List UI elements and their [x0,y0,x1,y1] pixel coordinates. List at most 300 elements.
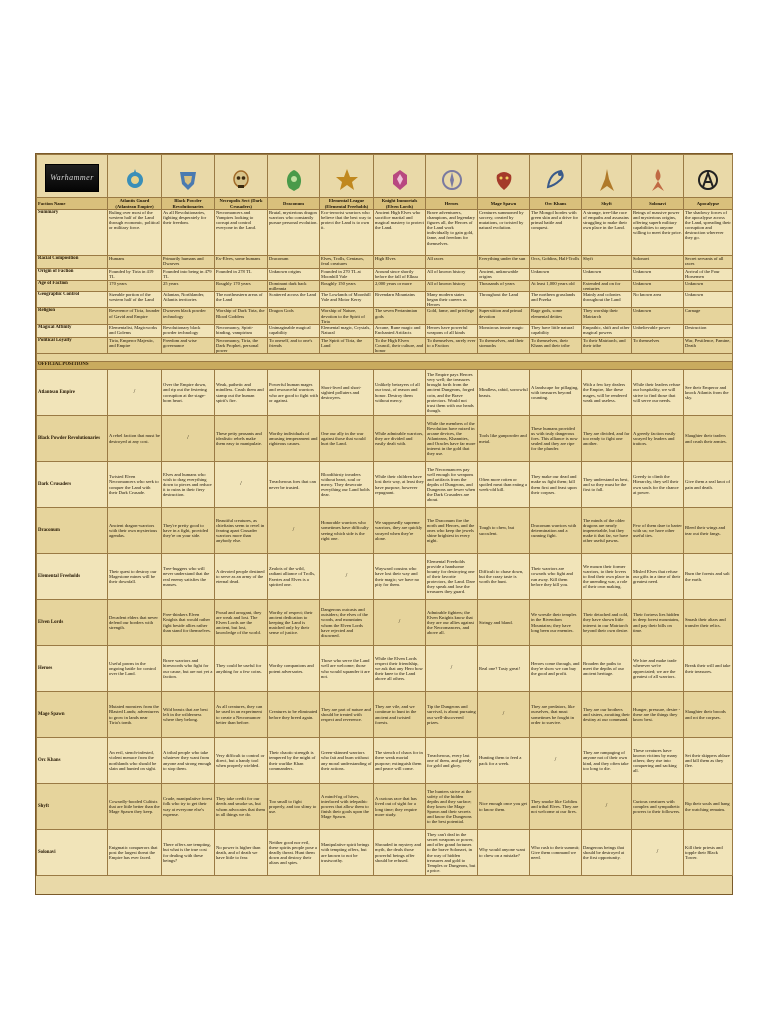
table-cell: The stench of chaos for in there weak mortal purpose; extinguish them and peace will come. [374,738,426,784]
table-cell: Worship of Dark Tiria, the Blood Goddess [215,308,268,324]
table-cell: Elves and humans who wish to drag everything down to pieces and reduce it to ruins in their fiery destruction. [162,462,215,508]
faction-comparison-chart [35,153,733,895]
row-orc-khans [37,738,733,784]
table-cell: Primarily humans and Dwarves [162,256,215,269]
table-cell: Necromancy, Spirit-binding, vampirism [215,324,268,337]
table-cell: Mutated monsters from the Blasted Lands; adventurers to grow in lands near Tiria's tomb. [108,692,162,738]
table-cell: Monstrous innate magic [478,324,530,337]
table-cell: Orcs, Goblins, Half-Trolls [530,256,582,269]
row-mage-spawn [37,692,733,738]
table-cell: At least 1,000 years old [530,281,582,292]
table-cell: Rivendarn Mountains [374,292,426,308]
table-cell: Founded in 270 TL at Moonhill Vale [320,269,374,281]
table-cell: Dangerous beings that should be destroyed at the first opportunity. [582,830,632,876]
table-cell: Revolutionary black powder technology [162,324,215,337]
table-cell: Give them a seal knot of pain and death. [684,462,733,508]
table-cell: Short-lived and short-sighted polluters and destroyers. [320,370,374,416]
table-cell: Tiria, Emperor Majestic, and Empire [108,337,162,353]
row-label: Black Powder Revolutionaries [37,416,108,462]
row-label: Orc Khans [37,738,108,784]
table-cell: Beautiful creatures, as chieftains seem to revel in fearing apart Crusader warriors more than anybody else. [215,508,268,554]
row-spacer [37,354,733,362]
table-cell: A rebel faction that must be destroyed at any cost. [108,416,162,462]
table-cell: Wild beasts that are best left in the wilderness where they belong. [162,692,215,738]
row-label: Solonavi [37,830,108,876]
table-cell: Scattered across the Land [268,292,320,308]
row-political-loyalty [37,337,733,353]
row-geographic-control [37,292,733,308]
row-label: Faction Name [37,198,108,210]
row-label: Mage Spawn [37,692,108,738]
table-cell: The seven Pertanimian gods [374,308,426,324]
emblem-cell [426,155,478,198]
row-official-positions [37,362,733,370]
elemental-icon [334,167,360,193]
logo-cell [37,155,108,198]
table-cell: Brave adventurers, champions, and legendary figures all, the Heroes of the Land work individually to gain gold, fame, and freedom for themselves. [426,210,478,256]
table-cell: Their detached and cold, they have shown little interest in our Matriarch beyond their own desire. [582,600,632,646]
table-cell: They are our brothers and sisters, awaiting their destiny at our command. [582,692,632,738]
table-cell: Elves, Trolls, Centaurs, feral creatures [320,256,374,269]
table-cell: Free-thinkers Elven Knights that would rather fight beside allies rather than stand for themselves. [162,600,215,646]
row-magical-affinity [37,324,733,337]
self-position-cell: / [268,508,320,554]
table-cell: Dwarven black powder technology [162,308,215,324]
table-cell: To themselves, their Khans and their tribe [530,337,582,353]
self-position-cell: / [478,692,530,738]
row-label: Magical Affinity [37,324,108,337]
table-cell: Unknown [632,308,684,324]
table-cell: Rip their souls and hang the watching remains. [684,784,733,830]
table-cell: We hire and make trade wherever we're appreciated; we are the greatest of all warriors. [632,646,684,692]
table-cell: A strange, tree-like race of empaths and assassins struggling to make their own place in the Land. [582,210,632,256]
table-cell: While admirable warriors, they are divided and easily dealt with. [374,416,426,462]
faction-name: Shyft [582,198,632,210]
table-cell: They take credit for our deeds and smoke us, but whom advocates that them in all things we do. [215,784,268,830]
table-cell: Their chaotic strength is tempered by the might of their warlike Khan commanders. [268,738,320,784]
table-cell: Roughly 170 years [215,281,268,292]
skull-icon [228,167,254,193]
table-cell: All of known history [426,269,478,281]
row-dark-crusaders [37,462,733,508]
table-cell: These humans provided us with truly dangerous foes. This alliance is now sealed and they are ripe for the plunder. [530,416,582,462]
table-cell: Zealots of the wild, radiant alliance of Trolls, Faeries and Elves is a spirited one. [268,554,320,600]
solonavi-icon [645,167,671,193]
table-cell: Tree-huggers who will never understand that the real enemy satisfies the masses. [162,554,215,600]
table-cell: The northern grasslands and Przeka [530,292,582,308]
row-age-of-faction [37,281,733,292]
emblem-cell [215,155,268,198]
table-cell: Powerful human mages and resourceful warriors who are good to fight with or against. [268,370,320,416]
table-cell: Unknown [684,292,733,308]
table-cell: Founded into being in 479 TL [162,269,215,281]
table-cell: The Spirit of Tiria, the Land [320,337,374,353]
table-cell: Elemental magic, Crystals, Natural [320,324,374,337]
table-cell: Destruction [684,324,733,337]
table-cell: As all Revolutionaries, fighting desperately for their freedom. [162,210,215,256]
emblem-cell [320,155,374,198]
table-cell: Twisted Elven Necromancers who seek to conquer the Land with their Dark Crusade. [108,462,162,508]
faction-name: Heroes [426,198,478,210]
row-label: Political Loyalty [37,337,108,353]
table-cell: Empathic, shift and other magical powers [582,324,632,337]
emblem-cell [268,155,320,198]
table-cell: Smash their altars and transfer their relics. [684,600,733,646]
row-label: Heroes [37,646,108,692]
table-cell: Very difficult to control or direct, but a handy tool when properly wielded. [215,738,268,784]
table-cell: A greedy faction easily swayed by leaders and traitors. [632,416,684,462]
table-cell: Difficult to chase down, but the crazy taste is worth the hunt. [478,554,530,600]
table-cell: To oneself, and to one's friends [268,337,320,353]
table-cell: A curious race that has lived out of sight for a long time; they require more study. [374,784,426,830]
emblem-cell [530,155,582,198]
table-cell: Proud and arrogant, they are weak and lost. The Elven Lords are the ancient, but lost, knowledge of the world. [215,600,268,646]
table-cell: The Necromancers pay well enough for weapons and artifacts from the depths of Dungeons, and Dungeons are fewer when the Dark Crusaders are about. [426,462,478,508]
table-cell: They are vile, and we continue to hunt in the ancient and twisted forests. [374,692,426,738]
table-cell: The Empire pays Heroes very well; the treasures brought forth from the ancient Dungeons, forged coin, and the Brave protectors. Would not trust them with our heads though. [426,370,478,416]
table-cell: The shadowy forces of the apocalypse across the Land, spreading their corruption and destruction wherever they go. [684,210,733,256]
row-label: Shyft [37,784,108,830]
table-cell: Manipulative spirit beings with tempting offers, but are known to not be trustworthy. [320,830,374,876]
table-cell: Draconum [268,256,320,269]
self-position-cell: / [108,370,162,416]
table-cell: Wayward cousins who have lost their way and their magic; we have no pity for them. [374,554,426,600]
dragon-icon [281,167,307,193]
table-cell: Those who serve the Land well are welcome; those who would squander it are not. [320,646,374,692]
table-cell: They understand us best, and so they must be the first to fall. [582,462,632,508]
table-cell: Creatures summoned by sorcery, created by mutations, or twisted by natural evolution. [478,210,530,256]
faction-name: Atlantis Guard (Atlantean Empire) [108,198,162,210]
table-cell: Too small to fight properly, and too slimy to use. [268,784,320,830]
table-cell: Shyft [582,256,632,269]
table-cell: Stringy and bland. [478,600,530,646]
row-label: Age of Faction [37,281,108,292]
table-cell: They smoke like Goblins and tribal Elves. They are not welcome at our fires. [530,784,582,830]
table-cell: We wrestle their temples in the Rivendarn Mountains; they have long been our enemies. [530,600,582,646]
table-cell: Heroes have powerful weapons of all kinds [426,324,478,337]
emblem-cell [684,155,733,198]
table-cell: Unknown [632,269,684,281]
table-cell: There offers are tempting, but what is the true cost for dealing with these beings? [162,830,215,876]
table-cell: Over the Empire down, and rip out the festering corruption at the stage-born heart. [162,370,215,416]
heroes-crest-icon [439,167,465,193]
table-cell: Tough to chew, but succulent. [478,508,530,554]
self-position-cell: / [374,600,426,646]
table-cell: One our ally in the war against those that would hurt the Land. [320,416,374,462]
table-cell: All of known history [426,281,478,292]
mage-spawn-icon [491,167,517,193]
table-cell: They're pretty good to have in a fight, provided they're on your side. [162,508,215,554]
table-cell: These petty peasants and idealistic rebels make them easy to manipulate. [215,416,268,462]
table-cell: Enigmatic conquerors that post the largest threat the Empire has ever faced. [108,830,162,876]
table-cell: The minds of the older dragons are nearly impenetrable, but they make it that far, we have other useful pawns. [582,508,632,554]
table-cell: Weak, pathetic and mindless. Crush them and stamp out the human spirit's fire. [215,370,268,416]
elven-crest-icon [387,167,413,193]
row-religion [37,308,733,324]
table-cell: A landscape for pillaging, with treasures beyond counting. [530,370,582,416]
row-label: Elemental Freeholds [37,554,108,600]
row-label: Summary [37,210,108,256]
table-cell: They can't deal in the secret weapons or power, and offer grand fortunes to the brave Solonavi, in the way of hidden treasures and gold to Temples or Dungeons, but a price. [426,830,478,876]
orc-skull-icon [543,167,569,193]
row-summary [37,210,733,256]
table-cell: Often more rotten or spoiled meat than eating a week-old kill. [478,462,530,508]
table-cell: Worthy companions and potent adversaries. [268,646,320,692]
table-cell: Reverence of Tiria, founder of Gavid and Empire [108,308,162,324]
table-cell: With a few key dealers the Empire, like these mages, will be rendered weak and useless. [582,370,632,416]
table-cell: Throughout the Land [478,292,530,308]
table-cell: The Lowlands of Moonhill Vale and Motor Kerry [320,292,374,308]
table-cell: No power is higher than death, and of death we have little to fear. [215,830,268,876]
table-cell: All races [426,256,478,269]
row-elemental-freeholds [37,554,733,600]
table-cell: Who rush to their summit; Give them command we need. [530,830,582,876]
table-cell: To themselves, rarely ever to a Faction [426,337,478,353]
table-cell: Unknown [530,269,582,281]
table-cell: The hunters strive at the safety of the hidden depths and they surface; they know the Mage Spawn and their secrets and know the Dungeons to the best potential. [426,784,478,830]
faction-name: Black Powder Revolutionaries [162,198,215,210]
table-cell: These creatures have known victims by many others; they rise into conquering and sacking all. [632,738,684,784]
table-cell: They could be useful for anything for a few coins. [215,646,268,692]
table-cell: Shrouded in mystery and myth, the deals those powerful beings offer should be refused. [374,830,426,876]
table-cell: They are part of nature and should be treated with respect and reverence. [320,692,374,738]
faction-name: Mage Spawn [478,198,530,210]
table-cell: A devoted people destined to serve as an army of the eternal dead. [215,554,268,600]
emblem-cell [632,155,684,198]
table-cell: Burn the forests and salt the earth. [684,554,733,600]
row-elven-lords [37,600,733,646]
row-heroes [37,646,733,692]
table-cell: Kill their priests and topple their Black Tower. [684,830,733,876]
self-position-cell: / [320,554,374,600]
table-cell: Decadent elders that never defend our borders with strength. [108,600,162,646]
table-cell: Greedy to climb the Hierarchy, they sell their own souls for the chance at power. [632,462,684,508]
table-cell: Freedom and wise governance [162,337,215,353]
table-cell: High Elves [374,256,426,269]
faction-name: Apocalypse [684,198,733,210]
table-cell: Treacherous foes that can never be trusted. [268,462,320,508]
shield-crest-icon [175,167,201,193]
table-cell: While their children have lost their way, at least they have purpose, however repugnant. [374,462,426,508]
table-cell: Superstition and primal devotion [478,308,530,324]
row-label: Racial Composition [37,256,108,269]
self-position-cell: / [215,462,268,508]
table-cell: Brutal, mysterious dragon warriors who constantly pursue personal evolution. [268,210,320,256]
table-cell: Curious creatures with complex and sympathetic powers to their followers. [632,784,684,830]
table-cell: They are rampaging of anyone not of their own kind, and they often take too long to die. [582,738,632,784]
table-cell: Rage gods, some elemental deities [530,308,582,324]
row-label: Dark Crusaders [37,462,108,508]
shyft-icon [594,167,620,193]
table-cell: Broaden the paths to meet the depths of our ancient heritage. [582,646,632,692]
table-cell: Why would anyone want to chew on a mistake? [478,830,530,876]
faction-name: Orc Khans [530,198,582,210]
row-label: Elven Lords [37,600,108,646]
table-cell: Ancient, unknowable origins [478,269,530,281]
row-label: Geographic Control [37,292,108,308]
table-cell: Neither good nor evil, these spirits people pose a deadly threat. Hunt them down and destroy their altars and spies. [268,830,320,876]
table-cell: To their Matriarch, and their tribe [582,337,632,353]
table-cell: As all creatures, they can be used in an experiment to create a Necromancer better than before. [215,692,268,738]
table-cell: 25 years [162,281,215,292]
table-cell: Elemental Freeholds provide a handsome bounty for destroying one of their favorite protectors, the Land. Dare they speak and lose the treasures they guard. [426,554,478,600]
row-shyft [37,784,733,830]
table-cell: Ex-Elves, some humans [215,256,268,269]
table-cell: We mourn their former warriors, to their lovers to find their own place in the unending war, a role of their own making. [582,554,632,600]
table-cell: Their fortress lies hidden in deep forest mountains, and pay their bills on time. [632,600,684,646]
table-cell: While the Elven Lords respect their friendship, we ask that any Hero bow their knee to the Land above all others. [374,646,426,692]
table-cell: Beings of massive power and mysterious origins, offering superb military capabilities to anyone willing to meet their price. [632,210,684,256]
table-cell: Dragon Gods [268,308,320,324]
table-cell: Ancient dragon-warriors with their own mysterious agendas. [108,508,162,554]
row-black-powder-revolutionaries [37,416,733,462]
table-cell: Hunger, pressure, desire - these are the things they know best. [632,692,684,738]
row-label: Religion [37,308,108,324]
table-cell: Worthy of respect; their ancient dedication to keeping the Land is matched only by their sense of justice. [268,600,320,646]
table-cell: Bloodthirsty invaders without heart, soul or mercy. They desecrate everything our Land holds dear. [320,462,374,508]
table-cell: Unknown [582,269,632,281]
table-cell: Unknown origins [268,269,320,281]
row-atlantean-empire [37,370,733,416]
table-cell: Cowardly-hooded Cultists that are little better than the Mage Spawn they keep. [108,784,162,830]
emblem-cell [108,155,162,198]
table-cell: To the High Elven Council, their culture, and honor [374,337,426,353]
row-faction-name [37,198,733,210]
self-position-cell: / [426,646,478,692]
self-position-cell: / [162,416,215,462]
table-cell: Founded in 278 TL [215,269,268,281]
table-cell: Unknown [632,281,684,292]
table-cell: Roughly 150 years [320,281,374,292]
table-cell: Solonavi [632,256,684,269]
table-cell: A mind-fog of hives, interlaced with telepathic powers that allow them to finish their goals upon the Mage Spawn. [320,784,374,830]
table-cell: Necromancy, Tiria, the Dark Prophet, personal power [215,337,268,353]
emblem-cell [374,155,426,198]
table-cell: An evil, stench-infested, violent menace from the northlands who should be slain and hunted on sight. [108,738,162,784]
table-cell: Treacherous, every last one of them, and greedy for gold and glory. [426,738,478,784]
table-cell: A tribal people who take whatever they want from anyone and strong enough to stop them. [162,738,215,784]
table-cell: Slaughter their broods and rot the corpses. [684,692,733,738]
table-cell: 2,000 years or more [374,281,426,292]
table-cell: Slaughter their traders and crush their armies. [684,416,733,462]
apocalypse-icon [695,167,721,193]
spacer-cell [37,354,733,362]
table-cell: Heroes come through, and they're show we can buy the good and profit. [530,646,582,692]
table-cell: Secret servants of all races [684,256,733,269]
table-cell: Dangerous outcasts and outsiders; the elves of the woods, and mountains whom the Elven Lords have rejected and disowned. [320,600,374,646]
table-cell: Extended and on for centuries [582,281,632,292]
table-cell: Draconum warriors with determination and a cunning fight. [530,508,582,554]
faction-table [36,154,733,876]
table-cell: Everything under the sun [478,256,530,269]
row-label: Atlantean Empire [37,370,108,416]
table-cell: Admirable fighters; the Elven Knights know that they are our allies against the Necromancers, and above all. [426,600,478,646]
table-cell: Unimaginable magical capability [268,324,320,337]
table-cell: Real one? Tasty great! [478,646,530,692]
table-cell: Tip the Dungeons and survival, is about pursuing our well-discovered prizes. [426,692,478,738]
row-draconum [37,508,733,554]
table-cell: War, Pestilence, Famine, Death [684,337,733,353]
table-cell: Their quest to destroy our Magestone mines will be their downfall. [108,554,162,600]
row-origin-of-faction [37,269,733,281]
table-cell: Worthy individuals of amusing temperament and righteous causes. [268,416,320,462]
row-label: Draconum [37,508,108,554]
header-row [37,155,733,198]
table-cell: Ancient High Elves who sacrifice martial and magical mastery to protect the Land. [374,210,426,256]
table-cell: Ruling over most of the western half of the Land through economic, political or military force. [108,210,162,256]
faction-name: Necropolis Sect (Dark Crusaders) [215,198,268,210]
row-racial-composition [37,256,733,269]
table-cell: Around since shortly before the fall of Elkuu [374,269,426,281]
table-cell: The Mongol hordes with green skin and a drive for primal battle and conquest. [530,210,582,256]
table-cell: Brave warriors and hireswords who fight for our cause, but are not yet a faction. [162,646,215,692]
table-cell: The Draconum fire the north and Heroes, and the ones who keep the jewels shine brightest in every night. [426,508,478,554]
faction-name: Elemental League (Elemental Freeholds) [320,198,374,210]
table-cell: Their warriors are cowards who fight and run away. Kill them before they kill you. [530,554,582,600]
emblem-cell [478,155,530,198]
table-cell: Thousands of years [478,281,530,292]
table-cell: While the members of the Revolution have mixed in arcane devices, the Atlanteans, Khannites, and Oracles have far more interest in the gold that they use. [426,416,478,462]
faction-name: Knight Immortals (Elven Lords) [374,198,426,210]
table-cell: Elementalist, Magicworks and Golems [108,324,162,337]
table-cell: Nice enough once you get to know them. [478,784,530,830]
table-cell: Bleed their wings and tear out their fangs. [684,508,733,554]
table-cell: The northeastern areas of the Land [215,292,268,308]
table-cell: Hunting them to feed a pack for a week. [478,738,530,784]
table-cell: Arcane, Rune magic and Enchanted Artifacts [374,324,426,337]
table-cell: Crude, manipulative forest folk who try to get their way at everyone else's expense. [162,784,215,830]
table-cell: Mindless, rabid, sorrowful beasts. [478,370,530,416]
table-cell: Worship of Nature, devotion to the Spirit of Tiria [320,308,374,324]
self-position-cell: / [632,830,684,876]
table-cell: Eco-terrorist warriors who believe that the best way to protect the Land is to own it. [320,210,374,256]
table-cell: Useful pawns in the ongoing battle for control over the Land. [108,646,162,692]
table-cell: No known area [632,292,684,308]
table-cell: Arrival of the Four Horsemen [684,269,733,281]
table-cell: Many modern states began their careers as Heroes [426,292,478,308]
table-cell: Tools like gunpowder and metal. [478,416,530,462]
table-cell: Dominant dark back millennia [268,281,320,292]
table-cell: Sizeable portion of the western half of the Land [108,292,162,308]
table-cell: While their leaders refuse our hospitality, we will strive to find those that will serve our needs. [632,370,684,416]
faction-name: Solonavi [632,198,684,210]
table-cell: Misled Elves that refuse our gifts in a time of their greatest need. [632,554,684,600]
table-cell: Necromancers and Vampires looking to corrupt and control everyone in the Land. [215,210,268,256]
table-cell: Carnage [684,308,733,324]
table-cell: Founded by Tiria in 419 TL [108,269,162,281]
table-cell: Set their skippers ablaze and kill them as they flee. [684,738,733,784]
peacock-crest-icon [122,167,148,193]
table-cell: They worship their Matriarch [582,308,632,324]
table-cell: Humans [108,256,162,269]
table-cell: We supposedly supreme warriors, they are quickly swayed when they're alone. [374,508,426,554]
faction-name: Draconum [268,198,320,210]
table-cell: Mainly and colonies throughout the Land [582,292,632,308]
table-cell: Unlikely betrayers of all our trust, of reason and honor. Destroy them without mercy. [374,370,426,416]
table-cell: Unbelievable power [632,324,684,337]
table-cell: They have little natural capability [530,324,582,337]
emblem-cell [582,155,632,198]
row-solonavi [37,830,733,876]
table-cell: Atlantan, Northlander, Atlantis territories [162,292,215,308]
table-cell: To themselves [632,337,684,353]
self-position-cell: / [582,784,632,830]
table-cell: Green-skinned warriors who fait and burn without any moral understanding of their actions. [320,738,374,784]
table-cell: Break their will and take their treasures. [684,646,733,692]
table-cell: They make our dead and make us fight them; kill them first and feast upon their corpses. [530,462,582,508]
table-cell: They are predators, like ourselves, that must sometimes be fought in order to survive. [530,692,582,738]
row-label: Origin of Faction [37,269,108,281]
